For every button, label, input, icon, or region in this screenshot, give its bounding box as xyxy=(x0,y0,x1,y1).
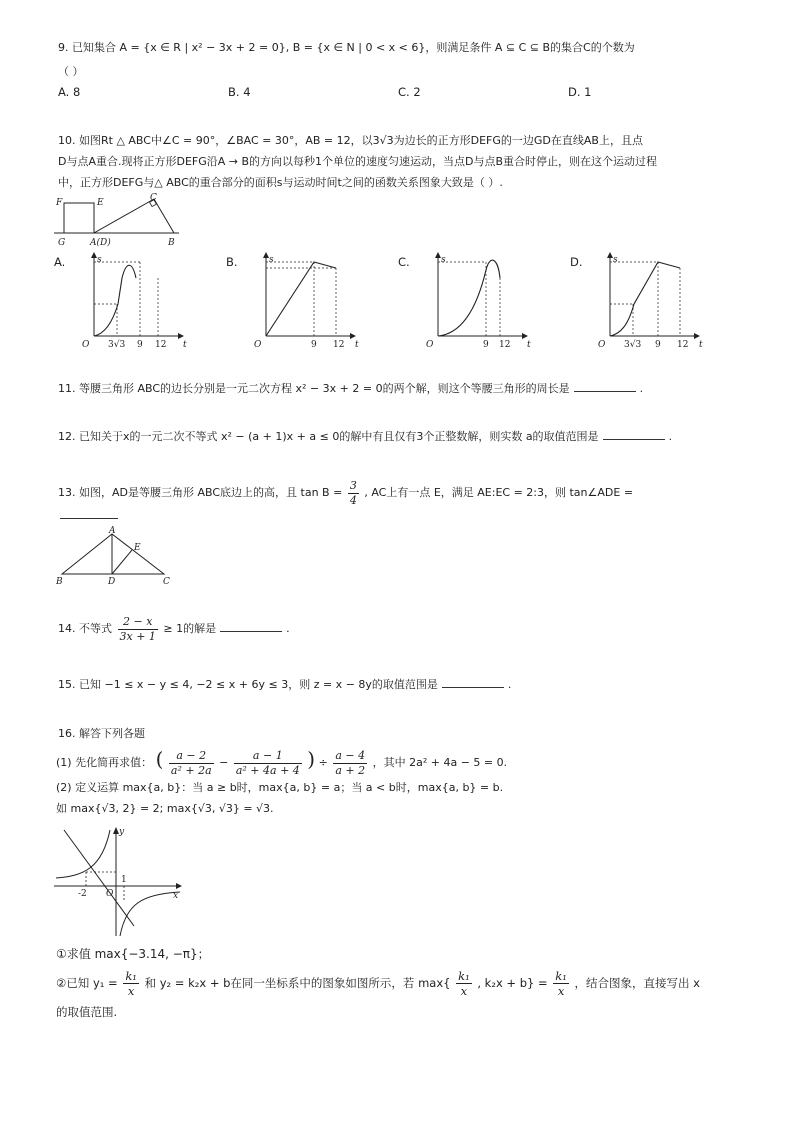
q11-period: . xyxy=(639,382,644,395)
label-e: E xyxy=(97,198,104,208)
label-ad: A(D) xyxy=(90,238,111,248)
q14-text-2: ≥ 1的解是 xyxy=(163,622,217,635)
q15-text: 15. 已知 −1 ≤ x − y ≤ 4, −2 ≤ x + 6y ≤ 3，则 z = x − 8y的取值范围是 xyxy=(58,678,438,691)
hyperbola-left xyxy=(56,830,110,878)
q16-frac2-num: a − 1 xyxy=(234,749,302,764)
segment-de xyxy=(112,550,132,574)
square-defg xyxy=(64,203,94,233)
q16-sub2-text-4: ，结合图象，直接写出 x xyxy=(574,976,700,990)
q11-stem xyxy=(58,381,643,397)
label-x: x xyxy=(173,891,179,901)
sub2-frac3-den: x xyxy=(557,984,565,998)
q9-stem: 9. 已知集合 A = {x ∈ R | x² − 3x + 2 = 0}, B = {x ∈ N | 0 < x < 6}，则满足条件 A ⊆ C ⊆ B的集合C的个数为 xyxy=(58,41,635,54)
q9-option-c: C. 2 xyxy=(398,85,421,99)
sub2-frac3-num: k₁ xyxy=(555,969,567,983)
q9-option-a: A. 8 xyxy=(58,85,81,99)
q16-sub2-line2: 的取值范围. xyxy=(56,1005,118,1019)
axis-label-t: t xyxy=(527,340,531,350)
tick-label: 9 xyxy=(137,340,143,350)
graph-curve xyxy=(610,262,680,336)
q9-option-b: B. 4 xyxy=(228,85,251,99)
q16-frac2-den: a² + 4a + 4 xyxy=(235,763,300,777)
q10-graph-svg-c xyxy=(406,252,532,350)
t-axis-arrow xyxy=(178,333,184,339)
q16-part2-example: 如 max{√3, 2} = 2; max{√3, √3} = √3. xyxy=(56,802,274,815)
label-b: B xyxy=(56,577,63,587)
tick-label: 9 xyxy=(655,340,661,350)
label-c: C xyxy=(163,577,170,587)
q10-graph-svg-a xyxy=(62,252,188,350)
axis-label-s: s xyxy=(269,255,274,265)
q15-answer-blank[interactable] xyxy=(442,677,504,688)
q16-frac1-num: a − 2 xyxy=(169,749,214,764)
origin-label: O xyxy=(426,340,434,350)
q16-frac-3 xyxy=(333,749,367,778)
q10-stem-line1: 10. 如图Rt △ ABC中∠C = 90°，∠BAC = 30°，AB = 12，以3√3为边长的正方形DEFG的一边GD在直线AB上，且点 xyxy=(58,134,643,147)
sub2-frac1-num: k₁ xyxy=(125,969,137,983)
tick-label: 3√3 xyxy=(624,340,642,350)
tick-label: 12 xyxy=(677,340,689,350)
origin-label: O xyxy=(82,340,90,350)
q16-sub2-text-3: , k₂x + b} = xyxy=(477,976,548,990)
t-axis-arrow xyxy=(350,333,356,339)
q16-frac-2 xyxy=(234,749,302,778)
label-a: A xyxy=(109,526,116,536)
q10-stem-line3: 中，正方形DEFG与△ ABC的重合部分的面积s与运动时间t之间的函数关系图象大致是（ ）. xyxy=(58,176,503,189)
tick-label: 3√3 xyxy=(108,340,126,350)
q16-frac3-num: a − 4 xyxy=(335,748,366,762)
label-y: y xyxy=(119,827,125,837)
q16-div: ÷ xyxy=(318,756,328,769)
q12-answer-blank[interactable] xyxy=(603,429,665,440)
label-b: B xyxy=(168,238,175,248)
q16-part1-label: (1) 先化简再求值： xyxy=(56,756,153,769)
graph-curve xyxy=(266,262,336,336)
label-1: 1 xyxy=(121,875,127,885)
label-f: F xyxy=(56,198,63,208)
sub2-frac2-num: k₁ xyxy=(458,969,470,983)
sub2-frac1-den: x xyxy=(127,984,135,998)
graph-curve xyxy=(94,265,136,336)
q13-answer-blank[interactable] xyxy=(60,508,118,524)
q10-graph-label-d: D. xyxy=(570,255,583,269)
q16-sub2-frac-2 xyxy=(456,969,472,998)
hyperbola-right xyxy=(120,892,180,936)
q16-sub1: ①求值 max{−3.14, −π}； xyxy=(56,947,210,961)
label-c: C xyxy=(150,193,157,203)
q11-answer-blank[interactable] xyxy=(574,381,636,392)
axis-label-t: t xyxy=(355,340,359,350)
q13-frac-num: 3 xyxy=(349,478,357,492)
label-d: D xyxy=(108,577,116,587)
q16-title: 16. 解答下列各题 xyxy=(58,727,145,740)
q14-frac-num: 2 − x xyxy=(118,615,158,630)
paren-right: ) xyxy=(307,747,316,771)
origin-label: O xyxy=(598,340,606,350)
q16-part2-def: (2) 定义运算 max{a, b}：当 a ≥ b时，max{a, b} = a；当 a < b时，max{a, b} = b. xyxy=(56,781,504,794)
label-g: G xyxy=(58,238,66,248)
paren-left: ( xyxy=(155,747,164,771)
q16-sub2-frac-3 xyxy=(553,969,569,998)
label-e: E xyxy=(134,543,141,553)
q10-graph-svg-b xyxy=(234,252,360,350)
q16-sub2-text-2: 和 y₂ = k₂x + b在同一坐标系中的图象如图所示，若 max{ xyxy=(144,976,451,990)
q14-stem xyxy=(58,612,290,646)
axis-label-t: t xyxy=(699,340,703,350)
tick-label: 9 xyxy=(311,340,317,350)
tick-label: 12 xyxy=(499,340,511,350)
x-axis-arrow xyxy=(176,883,182,889)
q14-answer-blank[interactable] xyxy=(220,621,282,632)
label-origin: O xyxy=(106,889,114,899)
q9-answer-paren: （ ） xyxy=(58,65,84,78)
q13-figure xyxy=(52,524,182,588)
axis-label-s: s xyxy=(613,255,618,265)
q11-text: 11. 等腰三角形 ABC的边长分别是一元二次方程 x² − 3x + 2 = 0的两个解，则这个等腰三角形的周长是 xyxy=(58,382,570,395)
q16-part1-condition: ，其中 2a² + 4a − 5 = 0. xyxy=(372,756,508,769)
q10-graph-label-c: C. xyxy=(398,255,410,269)
q10-graph-label-b: B. xyxy=(226,255,238,269)
q14-frac-den: 3x + 1 xyxy=(119,629,156,643)
q10-figure xyxy=(54,193,194,249)
axis-label-t: t xyxy=(183,340,187,350)
q15-stem xyxy=(58,677,511,693)
tick-label: 9 xyxy=(483,340,489,350)
q12-text: 12. 已知关于x的一元二次不等式 x² − (a + 1)x + a ≤ 0的解中有且仅有3个正整数解，则实数 a的取值范围是 xyxy=(58,430,599,443)
q15-period: . xyxy=(507,678,512,691)
q13-text-2: , AC上有一点 E，满足 AE:EC = 2:3，则 tan∠ADE = xyxy=(364,486,634,499)
axis-label-s: s xyxy=(97,255,102,265)
sub2-frac2-den: x xyxy=(460,984,468,998)
origin-label: O xyxy=(254,340,262,350)
q13-frac-den: 4 xyxy=(349,493,357,507)
axis-label-s: s xyxy=(441,255,446,265)
q9-option-d: D. 1 xyxy=(568,85,592,99)
t-axis-arrow xyxy=(522,333,528,339)
tick-label: 12 xyxy=(155,340,167,350)
q16-frac-1 xyxy=(169,749,214,778)
q14-text-1: 14. 不等式 xyxy=(58,622,112,635)
q16-sub2-text-1: ②已知 y₁ = xyxy=(56,976,118,990)
q10-graph-label-a: A. xyxy=(54,255,66,269)
q14-period: . xyxy=(286,622,290,635)
tick-label: 12 xyxy=(333,340,345,350)
q10-stem-line2: D与点A重合.现将正方形DEFG沿A → B的方向以每秒1个单位的速度匀速运动，当点D与点B重合时停止，则在这个运动过程 xyxy=(58,155,658,168)
q16-part1 xyxy=(56,742,507,780)
triangle-abc xyxy=(62,534,164,574)
q16-minus: − xyxy=(219,756,229,769)
q16-graph xyxy=(54,826,184,938)
q14-fraction xyxy=(118,615,158,644)
graph-curve xyxy=(438,260,500,336)
q12-stem xyxy=(58,429,672,445)
q16-frac1-den: a² + 2a xyxy=(170,763,212,777)
q12-period: . xyxy=(668,430,673,443)
q13-fraction xyxy=(348,479,359,508)
q10-graph-svg-d xyxy=(578,252,704,350)
q13-stem xyxy=(58,476,633,510)
q16-sub2-frac-1 xyxy=(123,969,139,998)
triangle-abc xyxy=(94,199,174,233)
q16-frac3-den: a + 2 xyxy=(335,763,366,777)
t-axis-arrow xyxy=(694,333,700,339)
q13-text-1: 13. 如图，AD是等腰三角形 ABC底边上的高，且 tan B = xyxy=(58,486,343,499)
label-neg2: -2 xyxy=(78,889,87,899)
q16-sub2 xyxy=(56,966,700,1000)
